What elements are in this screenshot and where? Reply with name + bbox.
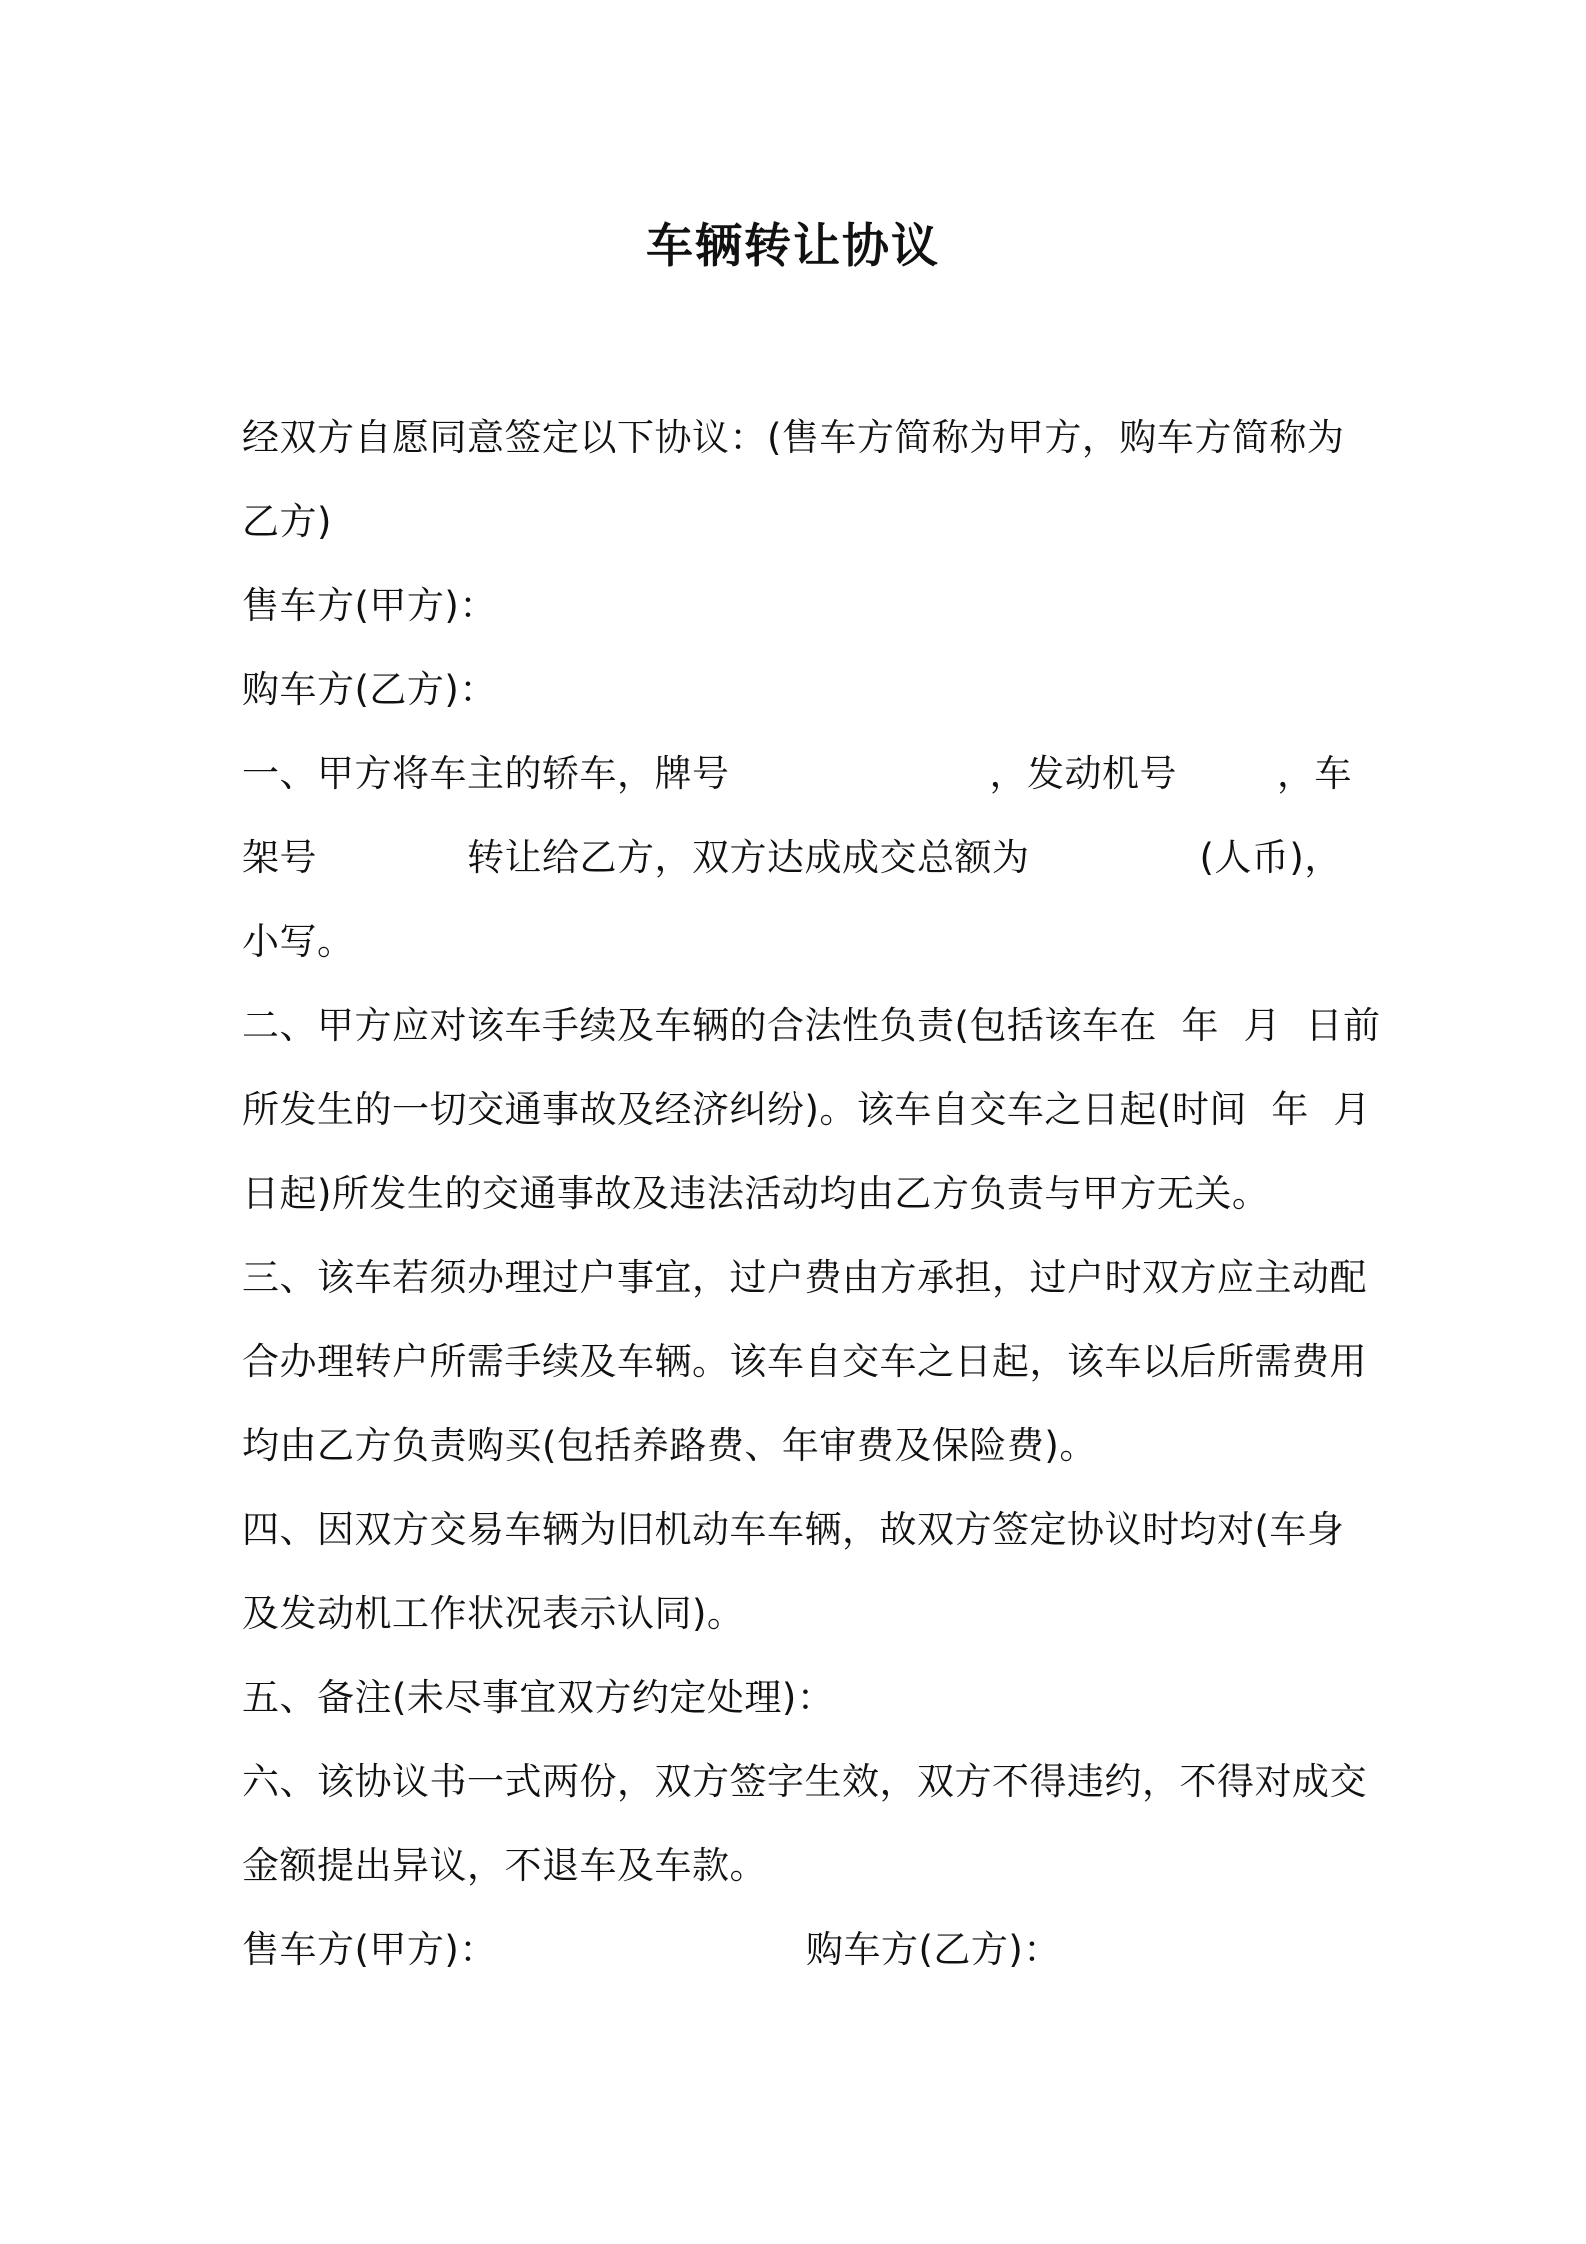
- intro-line-2: 乙方): [242, 500, 332, 543]
- clause-1-text-e: 转让给乙方，双方达成成交总额为: [467, 836, 1030, 879]
- clause-1-text-a: 一、甲方将车主的轿车，牌号: [242, 752, 730, 795]
- document-title: 车辆转让协议: [646, 219, 940, 274]
- clause-5-line-1: 五、备注(未尽事宜双方约定处理)：: [242, 1676, 835, 1719]
- clause-1-text-f: (人币)，: [1199, 836, 1342, 879]
- clause-4-line-1: 四、因双方交易车辆为旧机动车车辆，故双方签定协议时均对(车身: [242, 1508, 1345, 1551]
- clause-3-line-1: 三、该车若须办理过户事宜，过户费由方承担，过户时双方应主动配: [242, 1256, 1367, 1299]
- clause-1-line-1: [242, 744, 1352, 804]
- clause-2-line-1: 二、甲方应对该车手续及车辆的合法性负责(包括该车在 年 月 日前: [242, 1004, 1381, 1047]
- signature-buyer-label: 购车方(乙方)：: [806, 1928, 1061, 1971]
- clause-4-line-2: 及发动机工作状况表示认同)。: [242, 1592, 745, 1635]
- clause-1-text-c: ，车: [1277, 752, 1352, 795]
- clause-3-line-2: 合办理转户所需手续及车辆。该车自交车之日起，该车以后所需费用: [242, 1340, 1367, 1383]
- clause-6-line-2: 金额提出异议，不退车及车款。: [242, 1844, 767, 1887]
- clause-1-line-2: [242, 828, 1342, 888]
- clause-3-line-3: 均由乙方负责购买(包括养路费、年审费及保险费)。: [242, 1424, 1097, 1467]
- seller-label: 售车方(甲方)：: [242, 584, 497, 627]
- clause-2-line-3: 日起)所发生的交通事故及违法活动均由乙方负责与甲方无关。: [242, 1172, 1270, 1215]
- clause-6-line-1: 六、该协议书一式两份，双方签字生效，双方不得违约，不得对成交: [242, 1760, 1367, 1803]
- intro-line-1: 经双方自愿同意签定以下协议：(售车方简称为甲方，购车方简称为: [242, 416, 1345, 459]
- clause-2-line-2: 所发生的一切交通事故及经济纠纷)。该车自交车之日起(时间 年 月: [242, 1088, 1371, 1131]
- signature-seller-label: 售车方(甲方)：: [242, 1928, 497, 1971]
- clause-1-text-b: ，发动机号: [989, 752, 1177, 795]
- clause-1-text-d: 架号: [242, 836, 317, 879]
- clause-1-line-3: 小写。: [242, 920, 355, 963]
- buyer-label: 购车方(乙方)：: [242, 668, 497, 711]
